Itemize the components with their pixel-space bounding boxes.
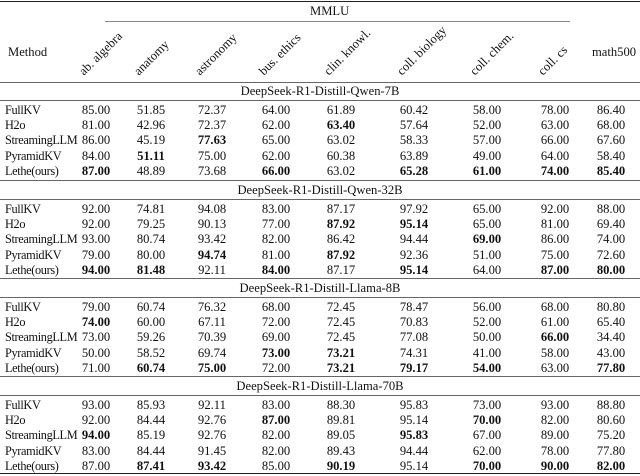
score-cell: 78.00 bbox=[540, 443, 570, 458]
score-cell: 51.00 bbox=[472, 247, 502, 262]
score-cell: 64.00 bbox=[261, 103, 291, 117]
score-cell: 73.68 bbox=[197, 163, 227, 178]
score-cell: 45.19 bbox=[136, 133, 166, 148]
score-cell: 83.00 bbox=[81, 443, 111, 458]
group-rule bbox=[0, 297, 640, 298]
method-name: PyramidKV bbox=[5, 148, 62, 163]
score-cell: 72.45 bbox=[326, 300, 356, 314]
model-group-title: DeepSeek-R1-Distill-Qwen-32B bbox=[237, 183, 403, 197]
score-cell: 54.00 bbox=[472, 360, 502, 375]
score-cell: 80.00 bbox=[136, 247, 166, 262]
score-cell: 81.00 bbox=[261, 247, 291, 262]
score-cell: 93.00 bbox=[540, 398, 570, 412]
score-cell: 92.11 bbox=[198, 262, 226, 277]
score-cell: 75.00 bbox=[540, 247, 570, 262]
method-name: FullKV bbox=[5, 300, 41, 314]
score-cell: 61.00 bbox=[540, 315, 570, 330]
score-cell: 70.83 bbox=[399, 315, 429, 330]
score-cell: 59.26 bbox=[136, 330, 166, 345]
score-cell: 83.00 bbox=[261, 398, 291, 412]
score-cell: 51.85 bbox=[136, 103, 166, 117]
method-name: PyramidKV bbox=[5, 443, 62, 458]
score-cell: 77.80 bbox=[596, 360, 626, 375]
score-cell: 34.40 bbox=[596, 330, 626, 345]
score-cell: 93.42 bbox=[197, 232, 227, 247]
score-cell: 92.76 bbox=[197, 428, 227, 443]
score-cell: 76.32 bbox=[197, 300, 227, 314]
score-cell: 74.31 bbox=[399, 345, 429, 360]
column-header: ab. algebra bbox=[76, 29, 126, 78]
column-header: coll. cs bbox=[535, 42, 571, 78]
score-cell: 82.00 bbox=[596, 458, 626, 473]
score-cell: 93.42 bbox=[197, 458, 227, 473]
score-cell: 77.63 bbox=[197, 133, 227, 148]
score-cell: 69.00 bbox=[472, 232, 502, 247]
score-cell: 65.40 bbox=[596, 315, 626, 330]
column-header: anatomy bbox=[131, 37, 172, 78]
score-cell: 80.00 bbox=[596, 262, 626, 277]
score-cell: 62.00 bbox=[472, 443, 502, 458]
score-cell: 92.36 bbox=[399, 247, 429, 262]
score-cell: 95.83 bbox=[399, 428, 429, 443]
score-cell: 66.00 bbox=[540, 330, 570, 345]
score-cell: 63.00 bbox=[540, 118, 570, 133]
score-cell: 60.38 bbox=[326, 148, 356, 163]
score-cell: 78.47 bbox=[399, 300, 429, 314]
score-cell: 75.00 bbox=[197, 360, 227, 375]
score-cell: 88.80 bbox=[596, 398, 626, 412]
score-cell: 78.00 bbox=[540, 103, 570, 117]
score-cell: 70.00 bbox=[472, 413, 502, 428]
score-cell: 57.00 bbox=[472, 133, 502, 148]
score-cell: 92.00 bbox=[81, 217, 111, 232]
group-end-rule bbox=[0, 278, 640, 279]
score-cell: 64.00 bbox=[540, 148, 570, 163]
score-cell: 87.00 bbox=[261, 413, 291, 428]
method-name: FullKV bbox=[5, 103, 41, 117]
score-cell: 81.48 bbox=[136, 262, 166, 277]
score-cell: 89.43 bbox=[326, 443, 356, 458]
score-cell: 58.40 bbox=[596, 148, 626, 163]
group-rule bbox=[0, 395, 640, 396]
score-cell: 77.08 bbox=[399, 330, 429, 345]
score-cell: 92.76 bbox=[197, 413, 227, 428]
method-name: StreamingLLM bbox=[5, 133, 78, 148]
score-cell: 43.00 bbox=[596, 345, 626, 360]
score-cell: 85.19 bbox=[136, 428, 166, 443]
score-cell: 68.00 bbox=[261, 300, 291, 314]
score-cell: 94.00 bbox=[81, 262, 111, 277]
score-cell: 42.96 bbox=[136, 118, 166, 133]
score-cell: 75.20 bbox=[596, 428, 626, 443]
score-cell: 50.00 bbox=[472, 330, 502, 345]
score-cell: 63.00 bbox=[540, 360, 570, 375]
score-cell: 57.64 bbox=[399, 118, 429, 133]
score-cell: 84.00 bbox=[81, 148, 111, 163]
score-cell: 60.74 bbox=[136, 300, 166, 314]
score-cell: 94.44 bbox=[399, 232, 429, 247]
score-cell: 74.00 bbox=[540, 163, 570, 178]
score-cell: 87.41 bbox=[136, 458, 166, 473]
score-cell: 81.00 bbox=[81, 118, 111, 133]
method-name: PyramidKV bbox=[5, 345, 62, 360]
score-cell: 79.00 bbox=[81, 247, 111, 262]
method-name: H2o bbox=[5, 217, 26, 232]
score-cell: 90.00 bbox=[540, 458, 570, 473]
score-cell: 94.74 bbox=[197, 247, 227, 262]
score-cell: 64.00 bbox=[472, 262, 502, 277]
bottom-rule bbox=[0, 473, 640, 474]
header-rule bbox=[0, 82, 640, 83]
score-cell: 80.80 bbox=[596, 300, 626, 314]
score-cell: 82.00 bbox=[261, 443, 291, 458]
model-group-title: DeepSeek-R1-Distill-Llama-70B bbox=[236, 379, 404, 393]
score-cell: 74.81 bbox=[136, 202, 166, 216]
score-cell: 89.00 bbox=[540, 428, 570, 443]
score-cell: 60.42 bbox=[399, 103, 429, 117]
score-cell: 91.45 bbox=[197, 443, 227, 458]
score-cell: 69.74 bbox=[197, 345, 227, 360]
score-cell: 94.44 bbox=[399, 443, 429, 458]
score-cell: 52.00 bbox=[472, 118, 502, 133]
score-cell: 52.00 bbox=[472, 315, 502, 330]
score-cell: 72.45 bbox=[326, 315, 356, 330]
score-cell: 61.89 bbox=[326, 103, 356, 117]
column-header: astronomy bbox=[192, 30, 240, 78]
score-cell: 97.92 bbox=[399, 202, 429, 216]
score-cell: 63.02 bbox=[326, 163, 356, 178]
score-cell: 79.25 bbox=[136, 217, 166, 232]
top-rule bbox=[0, 1, 640, 2]
score-cell: 87.00 bbox=[81, 458, 111, 473]
score-cell: 66.00 bbox=[540, 133, 570, 148]
score-cell: 92.00 bbox=[81, 413, 111, 428]
method-name: StreamingLLM bbox=[5, 330, 78, 345]
score-cell: 80.60 bbox=[596, 413, 626, 428]
score-cell: 62.00 bbox=[261, 148, 291, 163]
score-cell: 94.08 bbox=[197, 202, 227, 216]
score-cell: 66.00 bbox=[261, 163, 291, 178]
score-cell: 72.37 bbox=[197, 118, 227, 133]
score-cell: 72.60 bbox=[596, 247, 626, 262]
score-cell: 67.60 bbox=[596, 133, 626, 148]
score-cell: 95.14 bbox=[399, 413, 429, 428]
score-cell: 48.89 bbox=[136, 163, 166, 178]
score-cell: 93.00 bbox=[81, 232, 111, 247]
score-cell: 90.19 bbox=[326, 458, 356, 473]
score-cell: 72.00 bbox=[261, 360, 291, 375]
method-name: StreamingLLM bbox=[5, 232, 78, 247]
score-cell: 72.37 bbox=[197, 103, 227, 117]
score-cell: 95.14 bbox=[399, 458, 429, 473]
score-cell: 86.40 bbox=[596, 103, 626, 117]
score-cell: 63.40 bbox=[326, 118, 356, 133]
score-cell: 58.00 bbox=[472, 103, 502, 117]
score-cell: 69.00 bbox=[261, 330, 291, 345]
column-header: math500 bbox=[592, 45, 637, 59]
score-cell: 85.00 bbox=[261, 458, 291, 473]
method-name: Lethe(ours) bbox=[5, 163, 59, 178]
score-cell: 92.11 bbox=[198, 398, 226, 412]
score-cell: 67.11 bbox=[198, 315, 226, 330]
mmlu-cmidrule bbox=[105, 21, 570, 22]
score-cell: 72.00 bbox=[261, 315, 291, 330]
score-cell: 85.93 bbox=[136, 398, 166, 412]
score-cell: 62.00 bbox=[261, 118, 291, 133]
score-cell: 58.52 bbox=[136, 345, 166, 360]
score-cell: 84.44 bbox=[136, 413, 166, 428]
score-cell: 87.00 bbox=[540, 262, 570, 277]
score-cell: 49.00 bbox=[472, 148, 502, 163]
score-cell: 86.42 bbox=[326, 232, 356, 247]
score-cell: 82.00 bbox=[540, 413, 570, 428]
score-cell: 87.17 bbox=[326, 202, 356, 216]
score-cell: 77.00 bbox=[261, 217, 291, 232]
score-cell: 73.00 bbox=[472, 398, 502, 412]
score-cell: 71.00 bbox=[81, 360, 111, 375]
score-cell: 92.00 bbox=[540, 202, 570, 216]
score-cell: 87.92 bbox=[326, 217, 356, 232]
score-cell: 90.13 bbox=[197, 217, 227, 232]
group-rule bbox=[0, 199, 640, 200]
method-name: H2o bbox=[5, 413, 26, 428]
column-header: clin. knowl. bbox=[321, 25, 374, 78]
score-cell: 51.11 bbox=[137, 148, 165, 163]
method-name: H2o bbox=[5, 118, 26, 133]
score-cell: 67.00 bbox=[472, 428, 502, 443]
method-name: FullKV bbox=[5, 398, 41, 412]
score-cell: 87.00 bbox=[81, 163, 111, 178]
score-cell: 65.00 bbox=[472, 217, 502, 232]
score-cell: 73.21 bbox=[326, 360, 356, 375]
score-cell: 73.00 bbox=[81, 330, 111, 345]
score-cell: 89.81 bbox=[326, 413, 356, 428]
score-cell: 86.00 bbox=[540, 232, 570, 247]
method-name: FullKV bbox=[5, 202, 41, 216]
method-name: PyramidKV bbox=[5, 247, 62, 262]
group-rule bbox=[0, 100, 640, 101]
score-cell: 60.74 bbox=[136, 360, 166, 375]
method-name: Lethe(ours) bbox=[5, 262, 59, 277]
score-cell: 92.00 bbox=[81, 202, 111, 216]
score-cell: 50.00 bbox=[81, 345, 111, 360]
method-name: StreamingLLM bbox=[5, 428, 78, 443]
score-cell: 61.00 bbox=[472, 163, 502, 178]
method-name: H2o bbox=[5, 315, 26, 330]
score-cell: 95.14 bbox=[399, 217, 429, 232]
score-cell: 63.02 bbox=[326, 133, 356, 148]
score-cell: 69.40 bbox=[596, 217, 626, 232]
score-cell: 95.83 bbox=[399, 398, 429, 412]
score-cell: 74.00 bbox=[81, 315, 111, 330]
score-cell: 93.00 bbox=[81, 398, 111, 412]
score-cell: 81.00 bbox=[540, 217, 570, 232]
score-cell: 86.00 bbox=[81, 133, 111, 148]
score-cell: 89.05 bbox=[326, 428, 356, 443]
method-header: Method bbox=[8, 45, 48, 59]
score-cell: 70.00 bbox=[472, 458, 502, 473]
score-cell: 84.44 bbox=[136, 443, 166, 458]
score-cell: 65.00 bbox=[261, 133, 291, 148]
score-cell: 84.00 bbox=[261, 262, 291, 277]
score-cell: 74.00 bbox=[596, 232, 626, 247]
score-cell: 70.39 bbox=[197, 330, 227, 345]
method-name: Lethe(ours) bbox=[5, 360, 59, 375]
score-cell: 73.00 bbox=[261, 345, 291, 360]
score-cell: 79.00 bbox=[81, 300, 111, 314]
score-cell: 65.28 bbox=[399, 163, 429, 178]
column-header: coll. biology bbox=[394, 23, 450, 78]
score-cell: 82.00 bbox=[261, 428, 291, 443]
column-header: bus. ethics bbox=[256, 30, 304, 78]
column-header: coll. chem. bbox=[467, 28, 517, 78]
group-end-rule bbox=[0, 376, 640, 377]
score-cell: 65.00 bbox=[472, 202, 502, 216]
score-cell: 68.00 bbox=[596, 118, 626, 133]
score-cell: 85.00 bbox=[81, 103, 111, 117]
mmlu-group-header: MMLU bbox=[310, 4, 350, 18]
score-cell: 82.00 bbox=[261, 232, 291, 247]
score-cell: 58.33 bbox=[399, 133, 429, 148]
method-name: Lethe(ours) bbox=[5, 458, 59, 473]
score-cell: 95.14 bbox=[399, 262, 429, 277]
score-cell: 60.00 bbox=[136, 315, 166, 330]
score-cell: 77.80 bbox=[596, 443, 626, 458]
score-cell: 80.74 bbox=[136, 232, 166, 247]
score-cell: 75.00 bbox=[197, 148, 227, 163]
score-cell: 87.17 bbox=[326, 262, 356, 277]
score-cell: 73.21 bbox=[326, 345, 356, 360]
score-cell: 87.92 bbox=[326, 247, 356, 262]
model-group-title: DeepSeek-R1-Distill-Llama-8B bbox=[239, 281, 401, 295]
score-cell: 79.17 bbox=[399, 360, 429, 375]
score-cell: 94.00 bbox=[81, 428, 111, 443]
score-cell: 85.40 bbox=[596, 163, 626, 178]
model-group-title: DeepSeek-R1-Distill-Qwen-7B bbox=[240, 84, 400, 98]
score-cell: 41.00 bbox=[472, 345, 502, 360]
group-end-rule bbox=[0, 180, 640, 181]
score-cell: 56.00 bbox=[472, 300, 502, 314]
score-cell: 88.30 bbox=[326, 398, 356, 412]
score-cell: 58.00 bbox=[540, 345, 570, 360]
score-cell: 63.89 bbox=[399, 148, 429, 163]
score-cell: 88.00 bbox=[596, 202, 626, 216]
score-cell: 83.00 bbox=[261, 202, 291, 216]
score-cell: 72.45 bbox=[326, 330, 356, 345]
score-cell: 68.00 bbox=[540, 300, 570, 314]
